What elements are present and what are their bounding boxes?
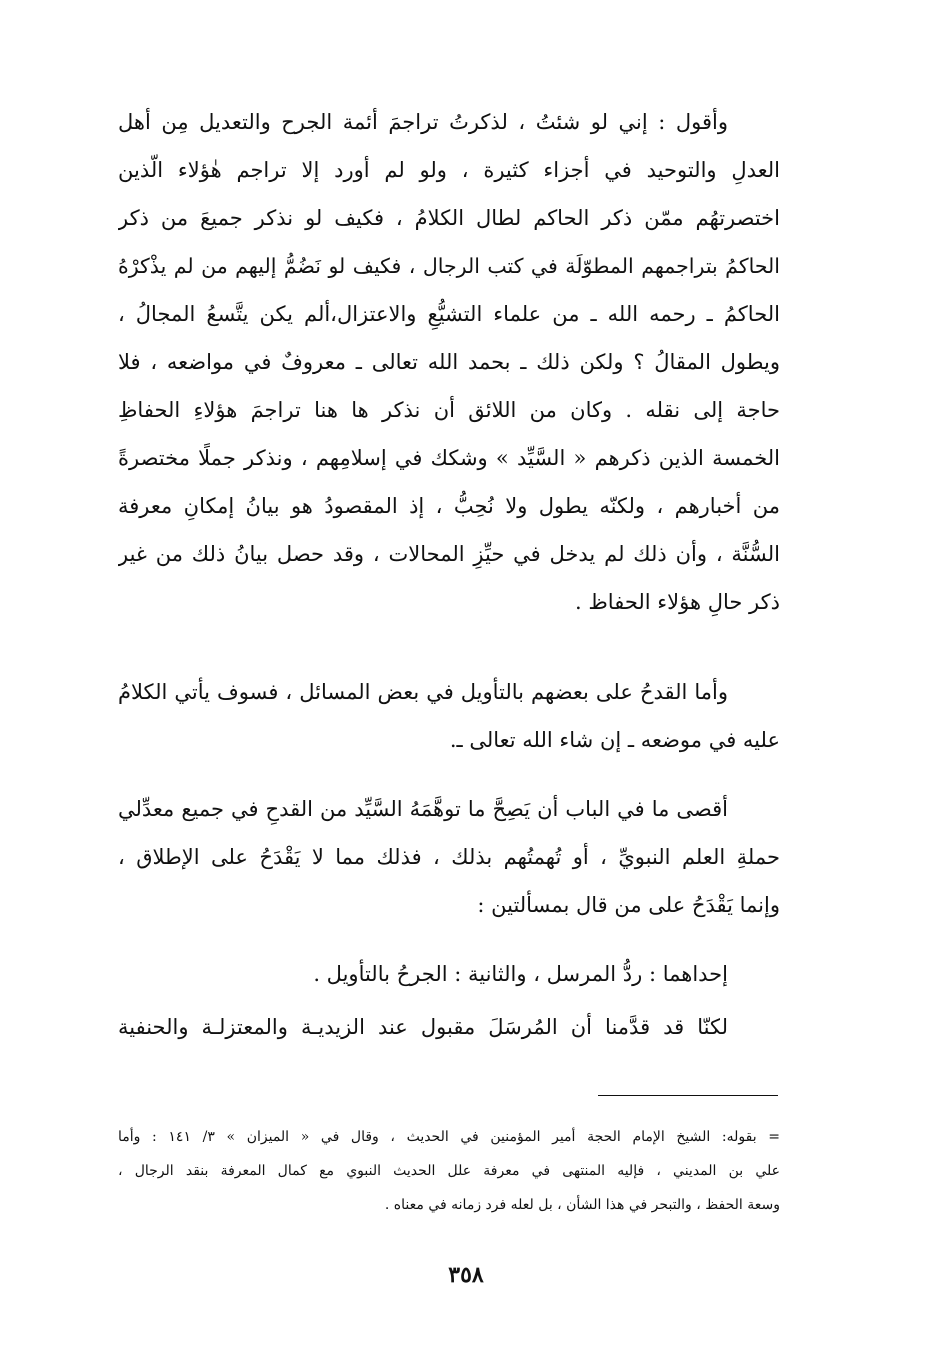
- footnote-line: = بقوله: الشيخ الإمام الحجة أمير المؤمنين في الحديث ، وقال في « الميزان » ٣/ ١٤١ : وأما: [118, 1129, 780, 1145]
- page-number: ٣٥٨: [448, 1262, 484, 1288]
- footnote-line: علي بن المديني ، فإليه المنتهى في معرفة علل الحديث النبوي مع كمال المعرفة بنقد الرجال ،: [118, 1163, 780, 1179]
- text-line: من أخبارهم ، ولكنّه يطول ولا نُحِبُّ ، إذ المقصودُ هو بيانُ إمكانِ معرفة: [118, 494, 780, 518]
- paragraph-2: [118, 668, 780, 764]
- footnotes: [118, 1120, 780, 1222]
- text-line: وأما القدحُ على بعضهم بالتأويل في بعض المسائل ، فسوف يأتي الكلامُ: [118, 680, 728, 704]
- paragraph-3: [118, 785, 780, 929]
- paragraph-4: [118, 950, 780, 998]
- text-line: حملةِ العلم النبويِّ ، أو تُهمتُهم بذلك ، فذلك مما لا يَقْدَحُ على الإطلاق ،: [118, 845, 780, 869]
- text-line: وإنما يَقْدَحُ على من قال بمسألتين :: [477, 893, 780, 917]
- paragraph-5: [118, 1003, 780, 1051]
- text-line: الحاكمُ بتراجمهم المطوّلَة في كتب الرجال ، فكيف لو نَضُمُّ إليهم من لم يذْكرْهُ: [118, 254, 780, 278]
- text-line: لكنّا قد قدَّمنا أن المُرسَلَ مقبول عند الزيديـة والمعتزلـة والحنفية: [118, 1015, 728, 1039]
- text-line: الخمسة الذين ذكرهم « السَّيِّد » وشكك في إسلامِهم ، ونذكر جملًا مختصرةً: [118, 446, 780, 470]
- text-line: ويطول المقالُ ؟ ولكن ذلك ـ بحمد الله تعالى ـ معروفٌ في مواضعه ، فلا: [118, 350, 780, 374]
- text-line: حاجة إلى نقله . وكان من اللائق أن نذكر ها هنا تراجمَ هؤلاءِ الحفاظِ: [118, 398, 780, 422]
- text-line: عليه في موضعه ـ إن شاء الله تعالى ـ.: [449, 728, 780, 752]
- text-line: السُّنَّة ، وأن ذلك لم يدخل في حيِّزِ المحالات ، وقد حصل بيانُ ذلك من غير: [118, 542, 780, 566]
- text-line: اختصرتهُم ممّن ذكر الحاكم لطال الكلامُ ، فكيف لو نذكر جميعَ من ذكر: [118, 206, 780, 230]
- text-line: أقصى ما في الباب أن يَصِحَّ ما توهَّمَهُ السَّيِّد من القدحِ في جميع معدِّلي: [118, 797, 728, 821]
- footnote-divider: [598, 1095, 778, 1096]
- text-line: إحداهما : ردُّ المرسل ، والثانية : الجرحُ بالتأويل .: [313, 962, 728, 986]
- footnote-line: وسعة الحفظ ، والتبحر في هذا الشأن ، بل لعله فرد زمانه في معناه .: [384, 1197, 780, 1213]
- paragraph-1: [118, 98, 780, 626]
- text-line: ذكر حالِ هؤلاء الحفاظ .: [575, 590, 780, 614]
- text-line: الحاكمُ ـ رحمه الله ـ من علماء التشيُّعِ والاعتزال،ألم يكن يتَّسعُ المجالُ ،: [118, 302, 780, 326]
- text-line: وأقول : إني لو شئتُ ، لذكرتُ تراجمَ أئمة الجرح والتعديل مِن أهل: [118, 110, 728, 134]
- text-line: العدلِ والتوحيد في أجزاء كثيرة ، ولو لم أورد إلا تراجم هٰؤلاء الّذين: [118, 158, 780, 182]
